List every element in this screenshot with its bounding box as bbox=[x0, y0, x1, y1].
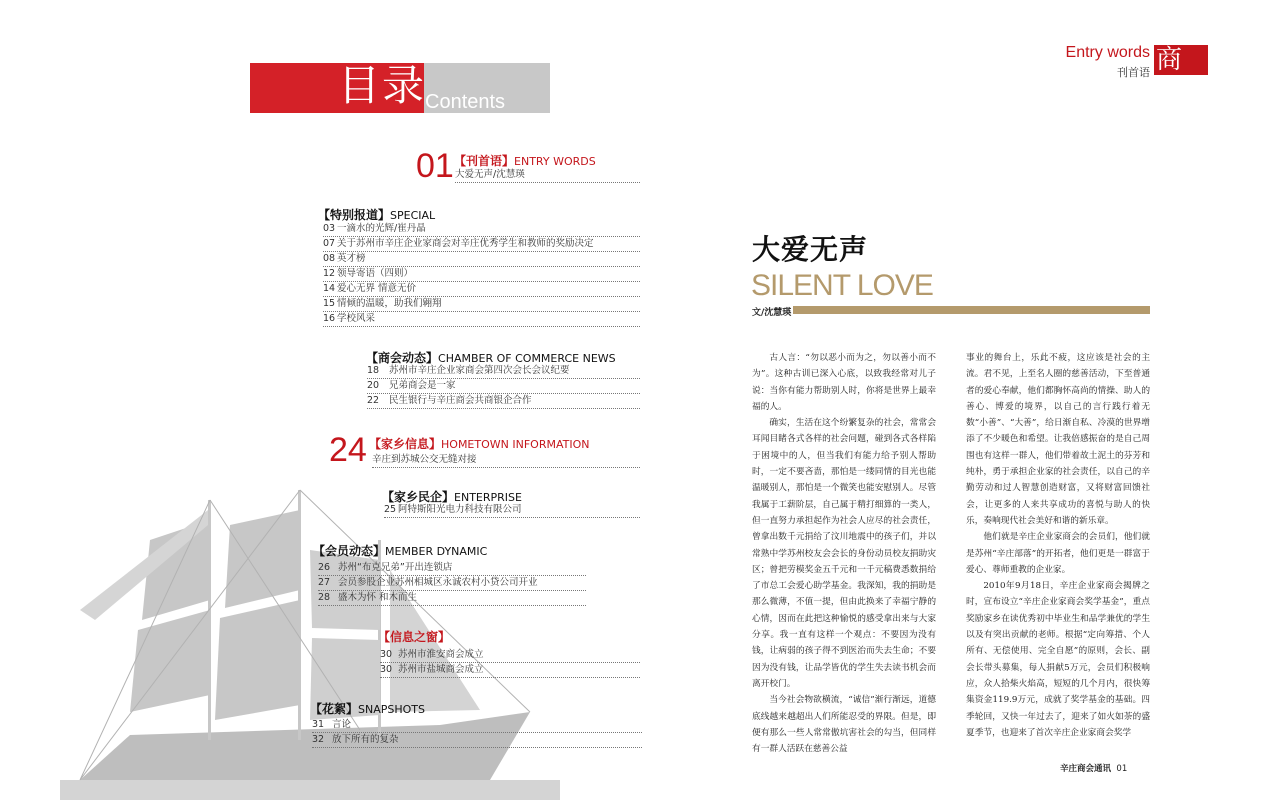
toc-entry-text: 会员参股企业苏州相城区永诚农村小贷公司开业 bbox=[338, 577, 538, 588]
toc-page-num: 15 bbox=[323, 298, 336, 309]
toc-entry-text: 爱心无界 情意无价 bbox=[337, 283, 417, 294]
toc-entry-text: 一滴水的光辉/崔丹晶 bbox=[337, 223, 426, 234]
toc-page-num: 26 bbox=[318, 562, 331, 573]
toc-page-num: 16 bbox=[323, 313, 336, 324]
hometown-title-cn: 【家乡信息】 bbox=[369, 437, 442, 451]
toc-row[interactable] bbox=[323, 282, 640, 297]
toc-row[interactable] bbox=[312, 733, 642, 748]
article-byline: 文/沈慧瑛 bbox=[752, 308, 792, 318]
hometown-title-en: HOMETOWN INFORMATION bbox=[441, 438, 590, 451]
toc-page-num: 07 bbox=[323, 238, 336, 249]
toc-entry-text: 放下所有的复杂 bbox=[332, 734, 399, 745]
toc-entry-text: 领导寄语（四则） bbox=[337, 268, 414, 279]
article-title-cn: 大爱无声 bbox=[752, 233, 869, 266]
toc-row[interactable] bbox=[380, 648, 640, 663]
corner-tag-cn: 刊首语 bbox=[1117, 66, 1150, 79]
toc-row[interactable] bbox=[318, 561, 586, 576]
article-paragraph: 当今社会物欲横流，“诚信”渐行渐远，道德底线越来越超出人们所能忍受的界限。但是，即便有那么一些人常常傲坑害社会的勾当，但同样有一群人活跃在慈善公益 bbox=[752, 695, 936, 755]
article-paragraph: 他们就是辛庄企业家商会的会员们，他们就是苏州“辛庄部落”的开拓者，他们更是一群富于爱心、尊师重教的企业家。 bbox=[966, 532, 1150, 575]
toc-row[interactable] bbox=[380, 663, 640, 678]
member-title-en: MEMBER DYNAMIC bbox=[385, 545, 488, 558]
entry-title-cn: 【刊首语】 bbox=[454, 154, 515, 168]
toc-page-num: 22 bbox=[367, 395, 380, 406]
toc-page-num: 28 bbox=[318, 592, 331, 603]
toc-entry-text: 学校风采 bbox=[337, 313, 376, 324]
sailing-ship-illustration bbox=[60, 480, 560, 800]
toc-page-num: 30 bbox=[380, 649, 393, 660]
chamber-title-cn: 【商会动态】 bbox=[366, 351, 439, 365]
toc-page-num: 08 bbox=[323, 253, 336, 264]
contents-title-en: Contents bbox=[425, 91, 506, 113]
toc-row[interactable] bbox=[367, 364, 640, 379]
article-column-1 bbox=[752, 350, 936, 757]
article-paragraph: 2010年9月18日，辛庄企业家商会揭牌之时，宣布设立“辛庄企业家商会奖学基金”，重点奖励家乡在读优秀初中毕业生和品学兼优的学生以及有突出贡献的老师。根据“定向筹措、个人所有、无偿使用、完全自愿”的原则，会长、副会长带头募集，每人捐献5万元，会员们积极响应，众人拾柴火焰高，短短的几个月内，很快筹集资金119.9万元，成就了奖学基金的基础。四季轮回，又快一年过去了，迎来了如火如荼的盛夏季节，也迎来了首次辛庄企业家商会奖学 bbox=[966, 581, 1150, 738]
special-title-cn: 【特别报道】 bbox=[318, 208, 391, 222]
toc-page-num: 32 bbox=[312, 734, 325, 745]
toc-entry-text: 民生银行与辛庄商会共商银企合作 bbox=[389, 395, 532, 406]
toc-row[interactable] bbox=[367, 379, 640, 394]
toc-row[interactable] bbox=[318, 591, 586, 606]
entry-number: 01 bbox=[416, 147, 454, 185]
hometown-subtitle-row[interactable] bbox=[372, 453, 640, 468]
toc-page-num: 14 bbox=[323, 283, 336, 294]
article-paragraph: 事业的舞台上，乐此不疲，这应该是社会的主流。君不见，上至名人圈的慈善活动，下至普通者的爱心奉献，他们都胸怀高尚的情操、助人的善心、博爱的境界，以自己的言行践行着无数“小善”、“大善”，给日渐自私、冷漠的世界增添了不少暖色和希望。让我倍感振奋的是自己周围也有这样一群人，他们带着故土泥土的芬芳和纯朴，勇于承担企业家的社会责任，以自己的辛勤劳动和过人智慧创造财富，又将财富回馈社会，让更多的人来共享成功的喜悦与助人的快乐，奏响现代社会美好和谐的新乐章。 bbox=[966, 353, 1150, 526]
entry-subtitle-row[interactable] bbox=[455, 168, 640, 183]
toc-row[interactable] bbox=[323, 237, 640, 252]
member-title-cn: 【会员动态】 bbox=[313, 544, 386, 558]
toc-row[interactable] bbox=[323, 312, 640, 327]
toc-row[interactable] bbox=[384, 503, 640, 518]
toc-entry-text: 苏州市盐城商会成立 bbox=[398, 664, 484, 675]
toc-page-num: 18 bbox=[367, 365, 380, 376]
footer-publication: 辛庄商会通讯 bbox=[1060, 764, 1112, 774]
toc-page-num: 27 bbox=[318, 577, 331, 588]
member-title bbox=[313, 542, 487, 559]
toc-page-num: 03 bbox=[323, 223, 336, 234]
toc-row[interactable] bbox=[367, 394, 640, 409]
enterprise-title-en: ENTERPRISE bbox=[454, 491, 522, 504]
article-title-en: SILENT LOVE bbox=[751, 269, 933, 302]
entry-subtitle: 大爱无声/沈慧瑛 bbox=[455, 169, 525, 180]
toc-page-num: 12 bbox=[323, 268, 336, 279]
toc-row[interactable] bbox=[323, 252, 640, 267]
corner-tag-en: Entry words bbox=[1065, 44, 1150, 61]
footer-page-number: 01 bbox=[1116, 764, 1128, 774]
page-footer bbox=[1060, 762, 1127, 774]
article-paragraph: 确实，生活在这个纷繁复杂的社会，常常会耳闻目睹各式各样的社会问题，碰到各式各样陷于困境中的人，但当我们有能力给予别人帮助时，一定不要吝啬，那怕是一缕同情的目光也能温暖别人，那怕是一个微笑也能安慰别人。尽管我属于工薪阶层，自己属于精打细算的一类人，但一直努力承担起作为社会人应尽的社会责任，曾拿出数千元捐给了汶川地震中的孩子们，并以常熟中学苏州校友会会长的身份动员校友捐助灾区；曾把劳模奖金五千元和一千元稿费悉数捐给了市总工会爱心助学基金。我深知，我的捐助是那么微薄，不值一提，但由此换来了幸福宁静的心情，因而在此把这种愉悦的感受拿出来与大家分享。我一直有这样一个观点：不要因为没有钱，让病弱的孩子得不到医治而失去生命；不要因为没有钱，让品学皆优的学生失去读书机会而离开校门。 bbox=[752, 418, 936, 689]
hometown-number: 24 bbox=[329, 431, 367, 469]
special-title-en: SPECIAL bbox=[390, 209, 436, 222]
hometown-title bbox=[369, 435, 589, 452]
toc-entry-text: 英才榜 bbox=[337, 253, 366, 264]
info-title-cn: 【信息之窗】 bbox=[378, 630, 451, 644]
toc-row[interactable] bbox=[318, 576, 586, 591]
toc-entry-text: 阿特斯阳光电力科技有限公司 bbox=[398, 504, 522, 515]
toc-row[interactable] bbox=[312, 718, 642, 733]
entry-title bbox=[454, 152, 596, 169]
info-title bbox=[378, 628, 450, 645]
toc-entry-text: 苏州市淮安商会成立 bbox=[398, 649, 484, 660]
hometown-subtitle: 辛庄到苏城公交无缝对接 bbox=[372, 454, 477, 465]
contents-title-cn: 目录 bbox=[338, 61, 427, 110]
toc-entry-text: 兄弟商会是一家 bbox=[389, 380, 456, 391]
toc-page-num: 20 bbox=[367, 380, 380, 391]
snapshots-title-cn: 【花絮】 bbox=[310, 702, 359, 716]
toc-page-num: 25 bbox=[384, 504, 397, 515]
toc-row[interactable] bbox=[323, 267, 640, 282]
article-column-2 bbox=[966, 350, 1150, 741]
snapshots-title bbox=[310, 700, 425, 717]
chamber-title-en: CHAMBER OF COMMERCE NEWS bbox=[438, 352, 616, 365]
corner-seal-char: 商 bbox=[1156, 45, 1183, 75]
toc-entry-text: 关于苏州市辛庄企业家商会对辛庄优秀学生和教师的奖励决定 bbox=[337, 238, 594, 249]
toc-entry-text: 情倾的温暖，助我们翱翔 bbox=[337, 298, 442, 309]
enterprise-title-cn: 【家乡民企】 bbox=[382, 490, 455, 504]
toc-entry-text: 言论 bbox=[332, 719, 352, 730]
special-title bbox=[318, 206, 435, 223]
toc-entry-text: 苏州“布克兄弟”开出连锁店 bbox=[338, 562, 453, 573]
toc-row[interactable] bbox=[323, 222, 640, 237]
toc-entry-text: 苏州市辛庄企业家商会第四次会长会议纪要 bbox=[389, 365, 570, 376]
toc-row[interactable] bbox=[323, 297, 640, 312]
toc-page-num: 30 bbox=[380, 664, 393, 675]
title-underline-bar bbox=[793, 306, 1150, 314]
entry-title-en: ENTRY WORDS bbox=[514, 155, 596, 168]
toc-page-num: 31 bbox=[312, 719, 325, 730]
toc-entry-text: 盛木为怀 和木而生 bbox=[338, 592, 418, 603]
article-paragraph: 古人言：“勿以恶小而为之，勿以善小而不为”。这种古训已深入心底，以致我经常对儿子说：当你有能力帮助别人时，你将是世界上最幸福的人。 bbox=[752, 353, 936, 412]
snapshots-title-en: SNAPSHOTS bbox=[358, 703, 425, 716]
